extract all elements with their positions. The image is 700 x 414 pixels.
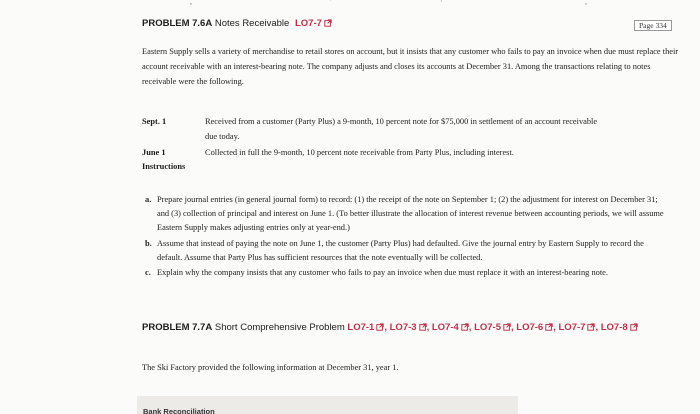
problem-7-7a-heading <box>142 320 682 335</box>
bank-reconciliation-table <box>137 396 518 414</box>
transaction-text: Received from a customer (Party Plus) a 9-month, 10 percent note for $75,000 in settlement of an account receivable due today. <box>205 117 598 141</box>
separator: , <box>426 322 430 333</box>
objective-link-lo7-5[interactable]: LO7-5 <box>474 322 501 333</box>
problem-number: PROBLEM 7.6A <box>142 18 213 29</box>
problem-title: Short Comprehensive Problem <box>214 322 345 333</box>
transaction-text: Collected in full the 9-month, 10 percent note receivable from Party Plus, including interest. <box>205 148 514 157</box>
item-text: Prepare journal entries (in general journal form) to record: (1) the receipt of the note on September 1; (2) the adjustment for interest on December 31; and (3) collection of principal and interest on June 1. (To better illustrate the allocation of interest revenue between accounting periods, we will assume Eastern Supply makes adjusting entries only at year-end.) <box>157 195 664 233</box>
problem-title: Notes Receivable <box>214 18 290 29</box>
external-link-icon[interactable] <box>419 323 427 331</box>
objective-link-lo7-4[interactable]: LO7-4 <box>431 322 459 333</box>
item-text: Assume that instead of paying the note on June 1, the customer (Party Plus) had defaulted. Give the journal entry by Eastern Supply to record the default. Assume that Party Plus has sufficient resources that the note eventually will be collected. <box>157 238 644 262</box>
item-marker: b. <box>145 238 152 248</box>
list-item <box>145 266 665 280</box>
separator: , <box>384 322 387 333</box>
page-number-box: Page 334 <box>634 20 672 31</box>
table-title: Bank Reconciliation <box>143 407 215 414</box>
objective-link-lo7-6[interactable]: LO7-6 <box>516 322 544 333</box>
external-link-icon[interactable] <box>503 323 511 331</box>
external-link-icon[interactable] <box>630 323 638 331</box>
objective-link-lo7-1[interactable]: LO7-1 <box>347 322 375 333</box>
instructions-list <box>145 193 665 281</box>
problem-number: PROBLEM 7.7A <box>142 322 213 333</box>
transaction-date: June 1 <box>142 148 166 157</box>
external-link-icon[interactable] <box>461 323 469 331</box>
problem-intro: The Ski Factory provided the following information at December 31, year 1. <box>142 363 399 372</box>
objective-link-lo7-3[interactable]: LO7-3 <box>389 322 417 333</box>
instructions-label: Instructions <box>142 162 186 171</box>
item-marker: a. <box>145 195 152 204</box>
list-item <box>145 193 665 236</box>
separator: , <box>468 322 472 333</box>
problem-intro: Eastern Supply sells a variety of merchandise to retail stores on account, but it insists that any customer who fails to pay an invoice when due must replace their account receivable with an interest-bearing note. The company adjusts and closes its accounts at December 31. Among the transactions relating to notes receivable were the following. <box>142 47 679 86</box>
transaction-date: Sept. 1 <box>142 117 167 126</box>
objective-link-lo7-8[interactable]: LO7-8 <box>600 322 628 333</box>
objective-link-lo7-7[interactable]: LO7-7 <box>558 322 586 333</box>
problem-7-6a-heading <box>142 18 332 29</box>
item-marker: c. <box>145 268 151 278</box>
previous-page-edge: , ' · , <box>190 0 587 6</box>
item-text: Explain why the company insists that any customer who fails to pay an invoice when due must replace it with an interest-bearing note. <box>157 268 608 278</box>
external-link-icon[interactable] <box>324 19 332 27</box>
objective-link-lo7-7[interactable]: LO7-7 <box>294 18 322 29</box>
separator: , <box>511 322 514 333</box>
separator: , <box>553 322 556 333</box>
separator: , <box>595 322 599 333</box>
list-item <box>145 237 665 265</box>
objective-links <box>347 322 637 333</box>
